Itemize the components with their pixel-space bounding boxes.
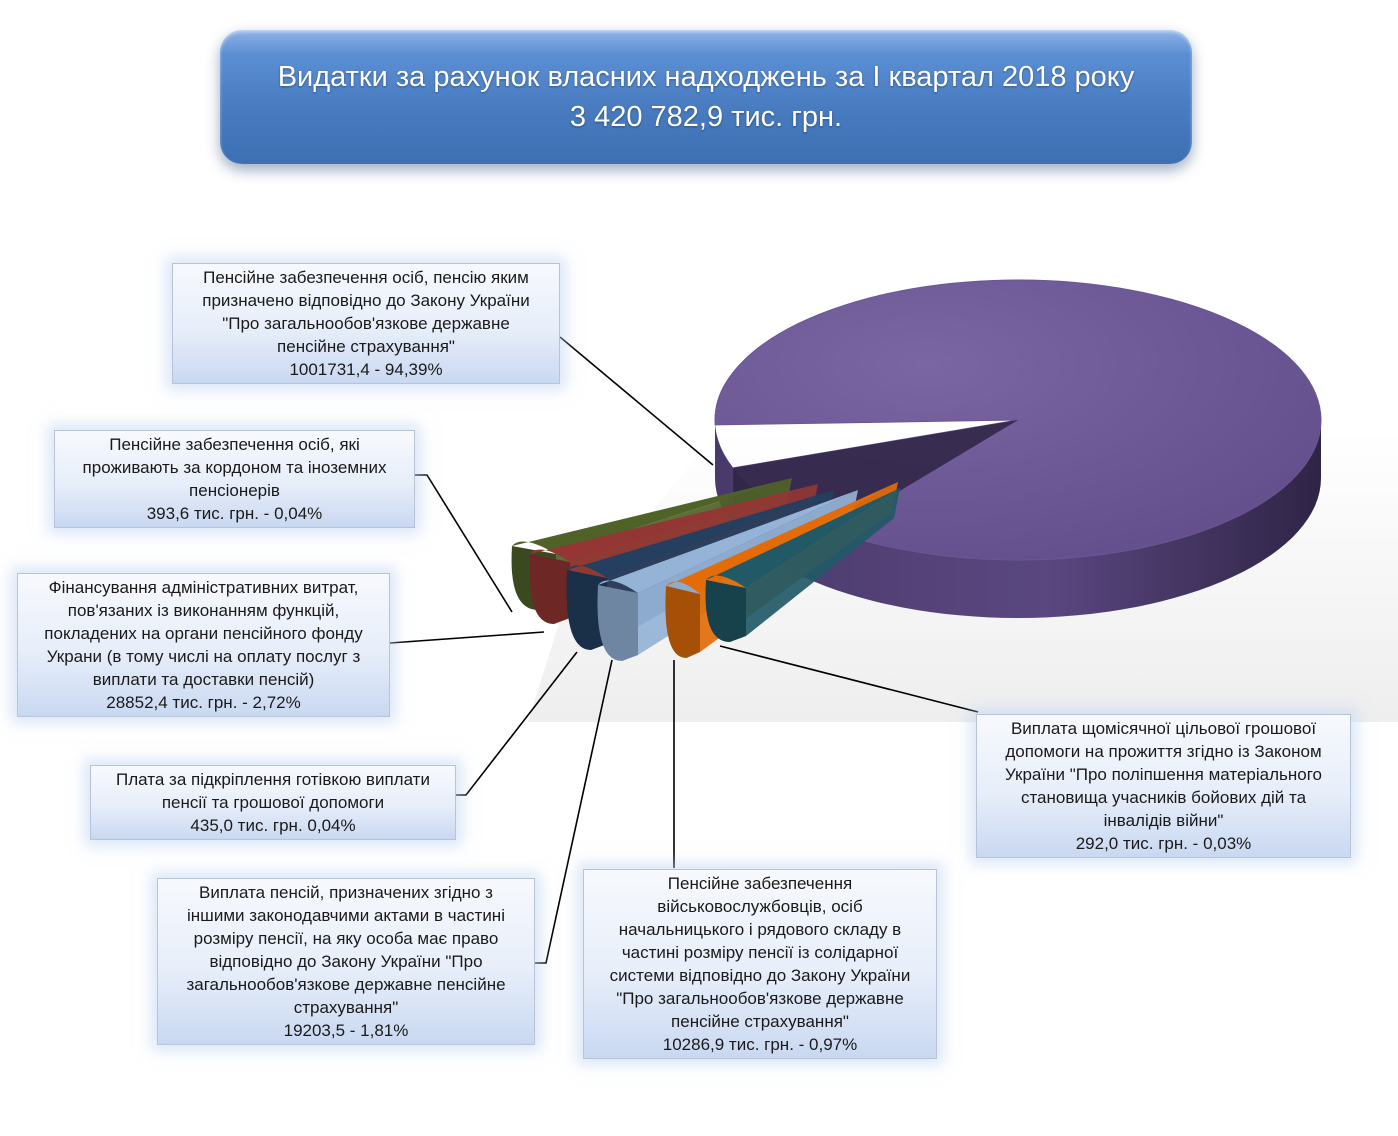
chart-title: Видатки за рахунок власних надходжень за І квартал 2018 року	[277, 61, 1135, 93]
label-value: 435,0 тис. грн. 0,04%	[190, 816, 356, 835]
label-text: допомоги на прожиття згідно із Законом	[1005, 742, 1322, 761]
label-text: України "Про поліпшення матеріального	[1005, 765, 1322, 784]
label-cash-reinforcement	[90, 765, 456, 840]
label-text: частині розміру пенсії із солідарної	[621, 943, 899, 962]
label-text: призначено відповідно до Закону України	[202, 291, 530, 310]
label-text: покладених на органи пенсійного фонду	[44, 624, 363, 643]
label-text: загальнообов'язкове державне пенсійне	[186, 975, 506, 994]
leader-line-3	[390, 632, 544, 643]
label-abroad-pensioners	[54, 430, 415, 528]
label-text: Пенсійне забезпечення	[667, 874, 853, 893]
label-text: пенсії та грошової допомоги	[161, 793, 385, 812]
label-value: 28852,4 тис. грн. - 2,72%	[106, 693, 301, 712]
label-pension-law	[172, 263, 560, 384]
label-admin-expenses	[17, 573, 390, 717]
label-text: Плата за підкріплення готівкою виплати	[116, 770, 430, 789]
label-text: Пенсійне забезпечення осіб, які	[109, 435, 360, 454]
pie-slice-face-3	[530, 554, 571, 624]
leader-line-2	[414, 475, 512, 612]
label-value: 19203,5 - 1,81%	[283, 1021, 409, 1040]
label-text: системи відповідно до Закону України	[609, 966, 911, 985]
label-text: пенсійне страхування"	[277, 337, 455, 356]
label-text: пов'язаних із виконанням функцій,	[67, 601, 340, 620]
label-text: відповідно до Закону України "Про	[209, 952, 483, 971]
leader-line-1	[560, 337, 713, 465]
label-text: "Про загальнообов'язкове державне	[616, 989, 904, 1008]
label-text: страхування"	[293, 998, 399, 1017]
chart-total: 3 420 782,9 тис. грн.	[569, 101, 843, 133]
label-military-pensions	[583, 869, 937, 1059]
label-text: інвалідів війни"	[1103, 811, 1224, 830]
label-text: Украни (в тому числі на оплату послуг з	[46, 647, 361, 666]
label-text: пенсіонерів	[189, 481, 280, 500]
label-value: 10286,9 тис. грн. - 0,97%	[662, 1035, 858, 1054]
label-monthly-aid	[976, 714, 1351, 858]
label-value: 292,0 тис. грн. - 0,03%	[1075, 834, 1252, 853]
label-text: проживають за кордоном та іноземних	[82, 458, 387, 477]
label-text: розміру пенсії, на яку особа має право	[193, 929, 499, 948]
label-value: 1001731,4 - 94,39%	[289, 360, 443, 379]
label-text: Фінансування адміністративних витрат,	[48, 578, 359, 597]
label-text: виплати та доставки пенсій)	[92, 670, 315, 689]
label-value: 393,6 тис. грн. - 0,04%	[146, 504, 323, 523]
label-text: становища учасників бойових дій та	[1020, 788, 1307, 807]
label-text: Виплата щомісячної цільової грошової	[1010, 719, 1317, 738]
label-text: "Про загальнообов'язкове державне	[222, 314, 510, 333]
label-text: начальницького і рядового складу в	[618, 920, 902, 939]
label-other-acts-pensions	[157, 878, 535, 1045]
label-text: військовослужбовців, осіб	[657, 897, 863, 916]
label-text: Виплата пенсій, призначених згідно з	[199, 883, 493, 902]
label-text: іншими законодавчими актами в частині	[187, 906, 505, 925]
label-text: пенсійне страхування"	[671, 1012, 849, 1031]
label-text: Пенсійне забезпечення осіб, пенсію яким	[203, 268, 529, 287]
